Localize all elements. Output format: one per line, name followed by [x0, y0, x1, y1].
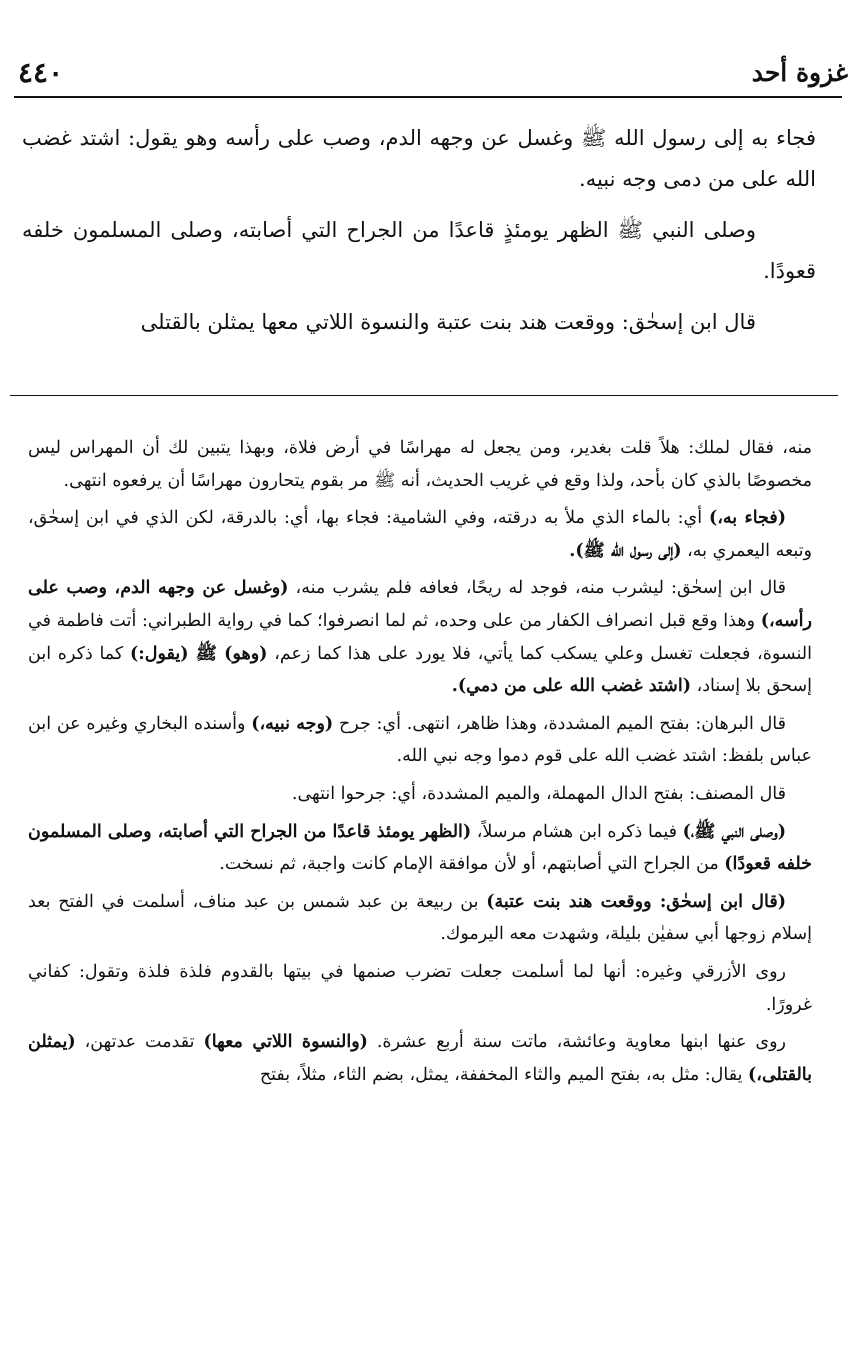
- commentary-paragraph: منه، فقال لملك: هلاً قلت بغدير، ومن يجعل له مهراسًا في أرض فلاة، وبهذا يتبين لك أن المهراس ليس مخصوصًا بالذي كان بأحد، ولذا وقع في غريب الحديث، أنه ﷺ مر بقوم يتحارون مهراسًا أن يرفعوه انتهى.: [28, 438, 812, 491]
- page-number: ٤٤٠: [18, 55, 64, 89]
- commentary-paragraph: روى الأزرقي وغيره: أنها لما أسلمت جعلت تضرب صنمها في بيتها بالقدوم فلذة فلذة وتقول: كفاني غرورًا.: [28, 961, 812, 1015]
- quoted-lemma: (وغسل عن وجهه الدم، وصب على رأسه،): [28, 578, 812, 631]
- commentary-text: فيما ذكره ابن هشام مرسلاً،: [471, 821, 683, 842]
- commentary-text: روى عنها ابنها معاوية وعائشة، ماتت سنة أربع عشرة.: [367, 1032, 786, 1053]
- quoted-lemma: (الظهر يومئذ قاعدًا من الجراح التي أصابته، وصلى المسلمون خلفه قعودًا): [28, 821, 812, 875]
- main-text: [22, 118, 816, 353]
- quoted-lemma: (يمثلن بالقتلى،): [28, 1032, 812, 1085]
- commentary-paragraph: قال المصنف: بفتح الدال المهملة، والميم المشددة، أي: جرحوا انتهى.: [291, 783, 786, 804]
- quoted-lemma: (اشتد غضب الله على من دمي).: [451, 676, 691, 697]
- commentary-text: تقدمت عدتهن،: [75, 1032, 204, 1053]
- quoted-lemma: (وهو) ﷺ (يقول:): [130, 643, 268, 664]
- commentary-paragraph: [28, 708, 812, 773]
- commentary-paragraph: [28, 572, 812, 702]
- quoted-lemma: (وجه نبيه،): [251, 713, 334, 734]
- commentary-text: يقال: مثل به، بفتح الميم والثاء المخففة، يمثل، بضم الثاء، مثلاً، بفتح: [259, 1064, 749, 1085]
- commentary-text: كما ذكره ابن إسحق بلا إسناد،: [28, 643, 812, 697]
- main-paragraph: قال ابن إسحٰق: ووقعت هند بنت عتبة والنسوة اللاتي معها يمثلن بالقتلى: [140, 310, 756, 334]
- commentary: [28, 432, 812, 1096]
- commentary-paragraph: [28, 1026, 812, 1091]
- quoted-lemma: (وصلى النبي ﷺ،): [682, 821, 786, 842]
- commentary-text: بن ربيعة بن عبد شمس بن عبد مناف، أسلمت في الفتح بعد إسلام زوجها أبي سفيٰن بليلة، وشهدت معه اليرموك.: [28, 891, 812, 945]
- commentary-text: وأسنده البخاري وغيره عن ابن عباس بلفظ: اشتد غضب الله على قوم دموا وجه نبي الله.: [28, 713, 812, 767]
- commentary-paragraph: [28, 816, 812, 881]
- header-rule: [14, 96, 842, 98]
- main-paragraph: فجاء به إلى رسول الله ﷺ وغسل عن وجهه الدم، وصب على رأسه وهو يقول: اشتد غضب الله على من دمى وجه نبيه.: [22, 126, 816, 191]
- commentary-text: وهذا وقع قبل انصراف الكفار من على وحده، ثم لما انصرفوا؛ كما في رواية الطبراني: أتت فاطمة في النسوة، فجعلت تغسل وعلي يسكب كما يأتي، فلا يورد على هذا كما زعم،: [28, 610, 812, 664]
- quoted-lemma: (قال ابن إسحٰق: ووقعت هند بنت عتبة): [486, 891, 786, 912]
- commentary-text: أي: بالماء الذي ملأ به درقته، وفي الشامية: فجاء بها، أي: بالدرقة، لكن الذي في ابن إسحٰق، وتبعه اليعمري به،: [28, 508, 812, 561]
- commentary-paragraph: [28, 886, 812, 951]
- quoted-lemma: (والنسوة اللاتي معها): [203, 1032, 368, 1053]
- main-paragraph: وصلى النبي ﷺ الظهر يومئذٍ قاعدًا من الجراح التي أصابته، وصلى المسلمون خلفه قعودًا.: [22, 218, 816, 283]
- commentary-text: قال البرهان: بفتح الميم المشددة، وهذا ظاهر، انتهى. أي: جرح: [333, 713, 786, 734]
- commentary-text: من الجراح التي أصابتهم، أو لأن موافقة الإمام كانت واجبة، ثم نسخت.: [219, 854, 725, 875]
- commentary-text: قال ابن إسحٰق: ليشرب منه، فوجد له ريحًا، فعافه فلم يشرب منه،: [288, 578, 786, 599]
- page-header: [18, 52, 848, 92]
- chapter-title: غزوة أحد: [751, 57, 848, 87]
- footnote-separator: [10, 395, 838, 396]
- commentary-paragraph: [28, 502, 812, 567]
- quoted-lemma: (إلى رسول الله ﷺ).: [569, 540, 682, 561]
- quoted-lemma: (فجاء به،): [708, 508, 786, 529]
